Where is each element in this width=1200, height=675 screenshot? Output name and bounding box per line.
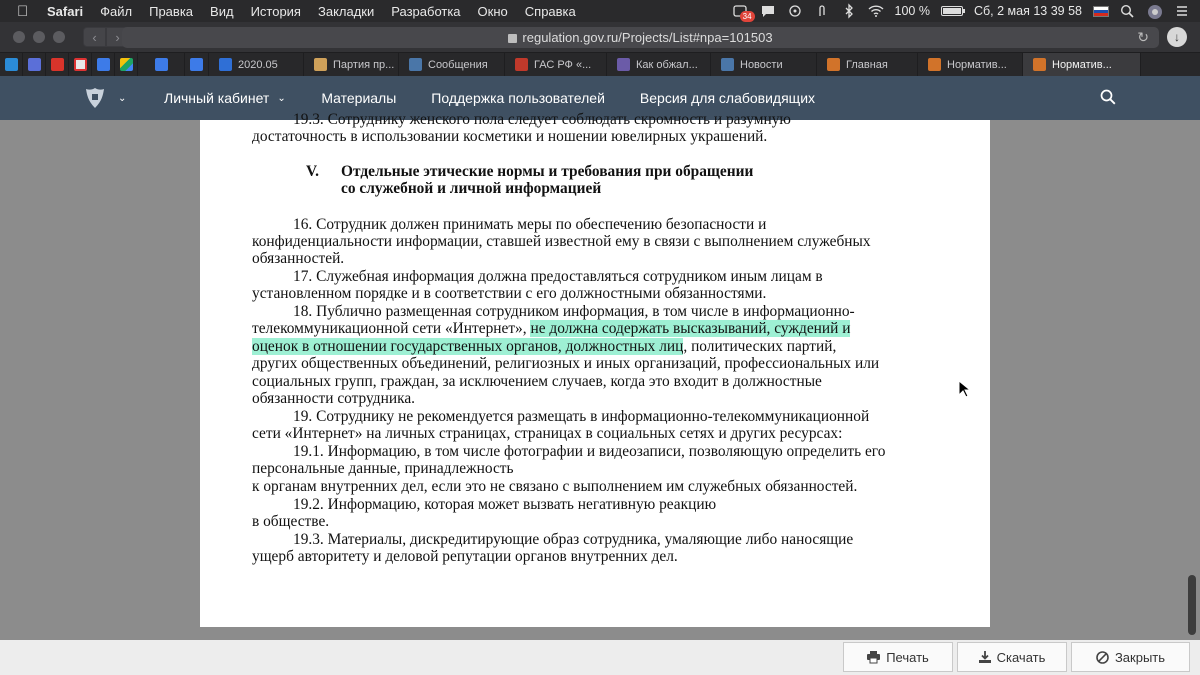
coat-of-arms-icon[interactable] [82,85,108,111]
tab-label: ГАС РФ «... [534,58,592,71]
downloads-button[interactable]: ↓ [1167,27,1187,47]
tab[interactable] [209,53,304,76]
section-title: Отдельные этические нормы и требования при обращении [341,163,754,180]
clock[interactable]: Сб, 2 мая 13 39 58 [973,4,1082,18]
document-viewer [0,111,1200,640]
doc-line: достаточность в использовании косметики и ношении ювелирных украшений. [252,128,768,145]
doc-line: 18. Публично размещенная сотрудником информация, в том числе в информационно- [293,303,855,320]
url-text: regulation.gov.ru/Projects/List#npa=101503 [522,30,773,45]
spotlight-icon[interactable] [1120,4,1136,18]
bluetooth-icon[interactable] [841,4,857,18]
pinned-tab-gmail[interactable] [69,53,92,76]
scrollbar-thumb[interactable] [1188,575,1196,635]
viewer-footer [0,640,1200,675]
menu-history[interactable]: История [250,3,301,19]
zoom-window-button[interactable] [53,31,65,43]
doc-line: персональные данные, принадлежность [252,460,514,477]
status-area [733,0,1190,22]
nav-personal-account[interactable]: Личный кабинет [164,90,270,106]
pinned-tab-docs-3[interactable] [185,53,209,76]
menu-view[interactable]: Вид [210,3,234,19]
menu-develop[interactable]: Разработка [391,3,461,19]
doc-line: 16. Сотрудник должен принимать меры по обеспечению безопасности и [293,216,767,233]
browser-toolbar [0,22,1200,52]
input-source-flag-icon[interactable] [1093,6,1109,17]
nav-materials[interactable]: Материалы [321,90,397,106]
highlighted-text[interactable]: не должна содержать высказываний, суждений и [530,320,851,337]
tab-label: Норматив... [947,58,1007,71]
nav-user-support[interactable]: Поддержка пользователей [431,90,605,106]
reload-icon[interactable]: ↻ [1137,29,1149,45]
menu-app-safari[interactable]: Safari [47,3,84,19]
minimize-window-button[interactable] [33,31,45,43]
pinned-tab-app[interactable] [23,53,46,76]
tab-label: Главная [846,58,888,71]
doc-line [252,338,836,356]
notification-icon[interactable] [733,4,752,21]
airdrop-icon[interactable] [787,4,803,18]
battery-icon[interactable] [941,6,963,16]
close-button[interactable] [1071,642,1190,672]
forward-button[interactable]: › [106,27,129,47]
doc-line: других общественных объединений, религиозных и иных организаций, профессиональных или [252,355,880,372]
apple-icon[interactable] [17,3,33,20]
search-icon[interactable] [1100,89,1116,105]
doc-line: сети «Интернет» на личных страницах, страницах в социальных сетях и других ресурсах: [252,425,843,442]
print-button[interactable] [843,642,953,672]
download-label: Скачать [996,649,1046,665]
tab[interactable] [399,53,505,76]
tab[interactable] [817,53,918,76]
close-window-button[interactable] [13,31,25,43]
chevron-down-icon[interactable]: ⌄ [277,92,286,104]
section-title: со служебной и личной информацией [341,180,602,197]
close-label: Закрыть [1114,649,1166,665]
menu-window[interactable]: Окно [477,3,508,19]
chevron-down-icon[interactable]: ⌄ [118,92,127,104]
doc-line: в обществе. [252,513,330,530]
doc-line: 19.2. Информацию, которая может вызвать негативную реакцию [293,496,717,513]
user-avatar-icon[interactable] [1147,4,1163,18]
download-icon [979,651,991,663]
doc-line: обязанностей. [252,250,345,267]
print-label: Печать [886,649,929,665]
mouse-pointer-icon [958,380,970,398]
pinned-tab-trello[interactable] [0,53,23,76]
pinned-tab-drive[interactable] [115,53,138,76]
chat-icon[interactable] [760,4,776,18]
doc-line: установленном порядке и в соответствии с его должностными обязанностями. [252,285,767,302]
close-circle-icon [1096,651,1109,664]
macos-menu-bar [0,0,1200,22]
back-button[interactable]: ‹ [83,27,106,47]
doc-line: ущерб авторитету и деловой репутации органов внутренних дел. [252,548,678,565]
doc-line: 19.3. Материалы, дискредитирующие образ сотрудника, умаляющие либо наносящие [293,531,854,548]
tab[interactable] [918,53,1023,76]
tab-bar [0,52,1200,76]
menu-help[interactable]: Справка [524,3,576,19]
tab-label: Новости [740,58,783,71]
highlighted-text[interactable]: оценок в отношении государственных органов, должностных лиц [252,338,684,355]
pinned-tab-docs-2[interactable] [138,53,185,76]
doc-line [252,320,850,338]
doc-line: к органам внутренних дел, если это не связано с выполнением им служебных обязанностей. [252,478,858,495]
wifi-icon[interactable] [868,4,884,18]
doc-text: , политических партий, [683,338,837,355]
menu-file[interactable]: Файл [100,3,133,19]
tab-label: Партия пр... [333,58,395,71]
doc-line: 19. Сотруднику не рекомендуется размещать в информационно-телекоммуникационной [293,408,870,425]
tab[interactable] [711,53,817,76]
window-controls [13,31,65,43]
nav-accessibility-version[interactable]: Версия для слабовидящих [639,90,816,106]
doc-line: 19.3. Сотруднику женского пола следует соблюдать скромность и разумную [293,111,791,128]
menu-bookmarks[interactable]: Закладки [317,3,375,19]
lock-icon [508,34,517,43]
tab-label: Сообщения [428,58,488,71]
printer-icon [867,651,880,663]
doc-line: социальных групп, граждан, за исключением случаев, когда это входит в должностные [252,373,822,390]
document-page [200,111,990,627]
notification-center-icon[interactable] [1174,4,1190,18]
tab-label: Как обжал... [636,58,698,71]
tab-label: 2020.05 [238,58,278,71]
tab[interactable] [304,53,399,76]
pinned-tab-docs-1[interactable] [92,53,115,76]
doc-line: конфиденциальности информации, ставшей известной ему в связи с выполнением служебных [252,233,871,250]
tab-label: Норматив... [1052,58,1112,71]
doc-text: телекоммуникационной сети «Интернет», [252,320,531,337]
battery-percent[interactable]: 100 % [894,4,930,18]
menu-edit[interactable]: Правка [149,3,194,19]
address-bar[interactable] [122,27,1159,48]
clip-icon[interactable] [814,4,830,18]
tab-active[interactable] [1023,53,1141,76]
doc-line: обязанности сотрудника. [252,390,416,407]
pinned-tab-pdf[interactable] [46,53,69,76]
doc-line: 17. Служебная информация должна предоставляться сотрудником иным лицам в [293,268,823,285]
notification-badge: 34 [740,11,755,22]
tab[interactable] [607,53,711,76]
tab[interactable] [505,53,607,76]
doc-line: 19.1. Информацию, в том числе фотографии и видеозаписи, позволяющую определить его [293,443,886,460]
download-button[interactable] [957,642,1067,672]
section-number: V. [306,163,319,180]
